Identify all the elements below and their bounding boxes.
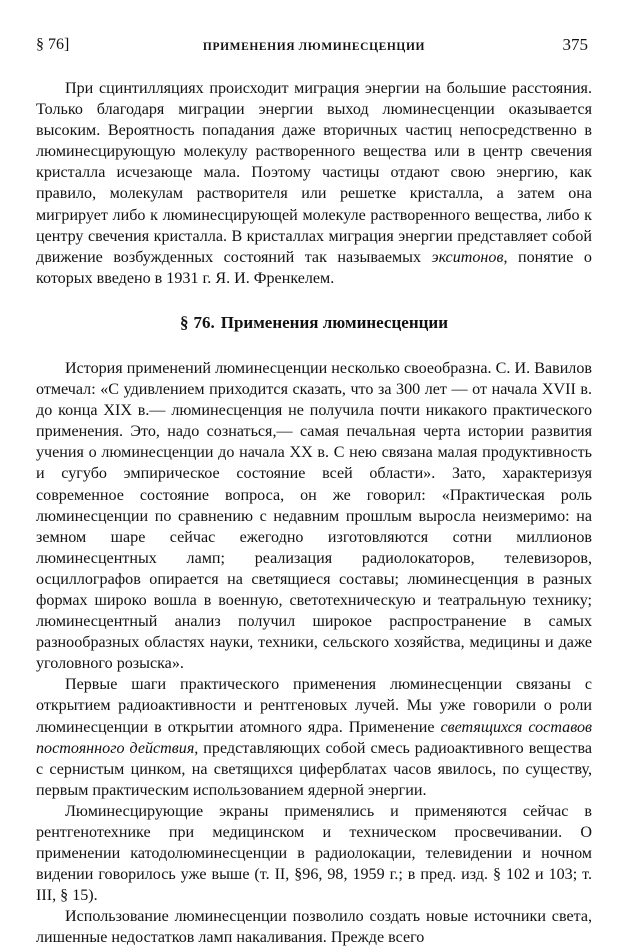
- paragraph-screens: Люминесцирующие экраны применялись и применяются сейчас в рентгенотехнике при медицинском и техническом просвечивании. О применении катодолюминесценции в радиолокации, телевидении и ночном видении говорилось уже выше (т. II, §96, 98, 1959 г.; в пред. изд. § 102 и 103; т. III, § 15).: [36, 802, 592, 905]
- paragraph-first-steps: [36, 674, 592, 801]
- section-number: 76.: [193, 312, 215, 332]
- paragraph-first-steps-text-end: , представляющих собой смесь радиоактивного вещества с сернистым цинком, на светящихся циферблатах часов явилось, по существу, первым практическим использованием ядерной энергии.: [36, 739, 592, 799]
- paragraph-first-steps-text: Первые шаги практического применения люминесценции связаны с открытием радиоактивности и рентгеновых лучей. Мы уже говорили о роли люминесценции в открытии атомного ядра. Применение: [36, 676, 592, 736]
- intro-paragraph-text: При сцинтилляциях происходит миграция энергии на большие расстояния. Только благодаря миграции энергии выход люминесценции оказывается высоким. Вероятность попадания даже вторичных частиц непосредственно в люминесцирующую молекулу растворенного вещества или в центр свечения кристалла исчезающе мала. Поэтому частицы отдают свою энергию, как правило, молекулам растворителя или решетке кристалла, а затем она мигрирует либо к люминесцирующей молекуле растворенного вещества, либо к центру свечения кристалла. В кристаллах миграция энергии представляет собой движение возбужденных состояний так называемых: [36, 80, 592, 266]
- paragraph-first-steps-italic-term: светящихся составов постоянного действия: [36, 718, 592, 757]
- paragraph-light-sources: Использование люминесценции позволило создать новые источники света, лишенные недостатков ламп накаливания. Прежде всего: [36, 908, 592, 947]
- page-number: 375: [562, 35, 588, 54]
- intro-paragraph-italic-term: экситонов: [431, 248, 504, 266]
- section-heading: [36, 312, 592, 334]
- book-page: [36, 34, 592, 947]
- section-title: Применения люминесценции: [220, 312, 449, 332]
- intro-paragraph-text-end: , понятие о которых введено в 1931 г. Я. И. Френкелем.: [36, 248, 592, 287]
- intro-paragraph: [36, 78, 592, 289]
- running-head: [36, 34, 592, 64]
- section-sign: §: [179, 312, 189, 332]
- paragraph-history: История применений люминесценции несколько своеобразна. С. И. Вавилов отмечал: «С удивлением приходится сказать, что за 300 лет — от начала XVII в. до конца XIX в.— люминесценция не получила почти никакого практического применения. Это, надо сознаться,— самая печальная черта истории развития учения о люминесценции до начала XX в. С нею связана малая продуктивность и сугубо эмпирическое состояние всей области». Зато, характеризуя современное состояние вопроса, он же говорил: «Практическая роль люминесценции по сравнению с недавним прошлым выросла неизмеримо: на земном шаре сейчас ежегодно изготовляются сотни миллионов люминесцентных ламп; реализация радиолокаторов, телевизоров, осциллографов опирается на светящиеся составы; люминесценция в разных формах широко вошла в военную, светотехническую и театральную технику; люминесцентный анализ получил широкое распространение в самых разнообразных областях науки, техники, сельского хозяйства, медицины и даже уголовного розыска».: [36, 359, 592, 673]
- running-head-section: § 76]: [36, 36, 70, 53]
- running-head-title: ПРИМЕНЕНИЯ ЛЮМИНЕСЦЕНЦИИ: [202, 41, 426, 53]
